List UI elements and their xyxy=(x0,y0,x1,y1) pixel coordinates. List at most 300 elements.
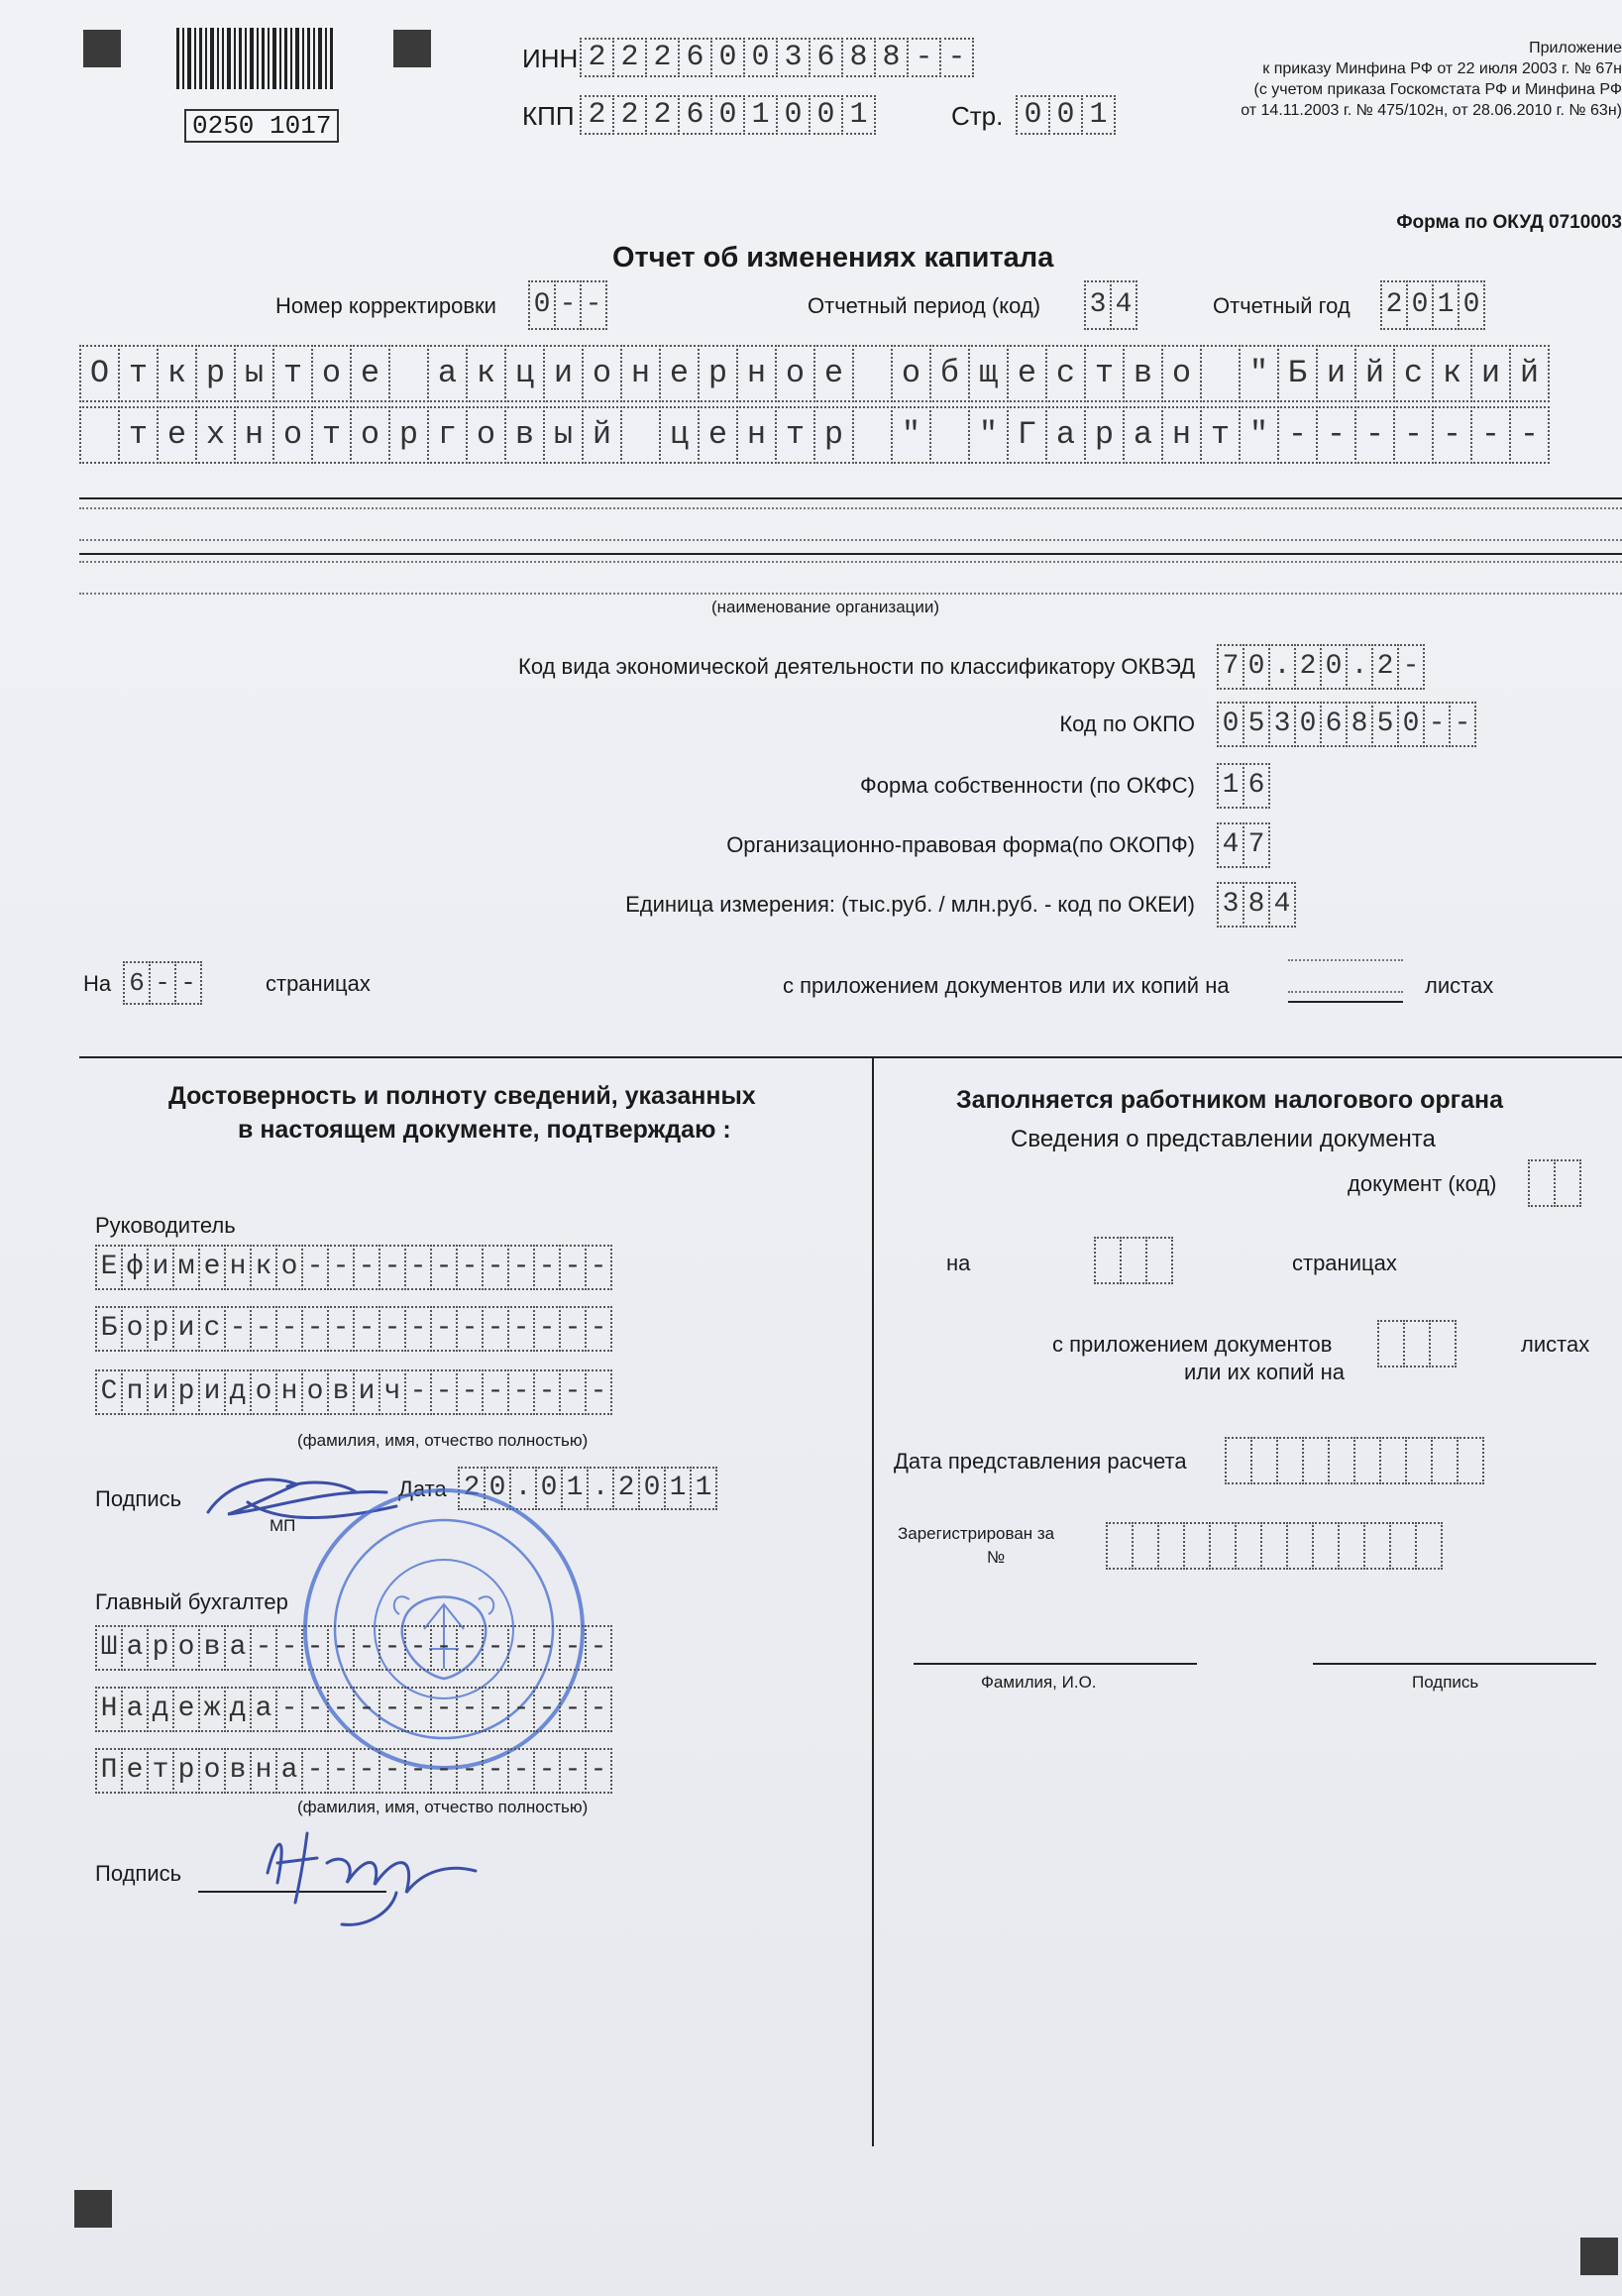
char-cell: е xyxy=(350,345,390,402)
char-cell: - xyxy=(580,280,607,330)
char-cell: е xyxy=(1007,345,1047,402)
char-cell: Ш xyxy=(95,1625,123,1671)
char-cell: - xyxy=(456,1369,484,1415)
char-cell: 2 xyxy=(1371,644,1399,690)
char-cell: 6 xyxy=(809,38,843,77)
char-cell: 0 xyxy=(528,280,556,330)
char-cell: - xyxy=(327,1625,355,1671)
tax-pages-cells xyxy=(1094,1237,1173,1284)
char-cell: т xyxy=(1200,406,1241,464)
char-cell: 0 xyxy=(638,1467,666,1510)
char-cell: 3 xyxy=(1217,882,1244,928)
inn-label: ИНН xyxy=(522,44,579,73)
char-cell xyxy=(1554,1159,1581,1207)
char-cell: - xyxy=(301,1625,329,1671)
pages-label: страницах xyxy=(266,971,371,996)
char-cell: . xyxy=(587,1467,614,1510)
char-cell: о xyxy=(311,345,352,402)
char-cell: - xyxy=(327,1748,355,1794)
char-cell xyxy=(1528,1159,1556,1207)
char-cell xyxy=(1157,1522,1185,1570)
char-cell: о xyxy=(582,345,622,402)
char-cell: - xyxy=(430,1625,458,1671)
accountant-signature xyxy=(248,1813,495,1932)
char-cell: 0 xyxy=(484,1467,511,1510)
char-cell xyxy=(1457,1437,1484,1484)
okved-label: Код вида экономической деятельности по классификатору ОКВЭД xyxy=(518,654,1195,679)
char-cell: - xyxy=(456,1306,484,1352)
char-cell: ч xyxy=(378,1369,406,1415)
registered-number-cells xyxy=(1106,1522,1443,1570)
char-cell: о xyxy=(466,406,506,464)
char-cell: - xyxy=(327,1245,355,1290)
char-cell: 1 xyxy=(1432,280,1460,330)
char-cell: - xyxy=(482,1687,509,1732)
char-cell: 2 xyxy=(612,1467,640,1510)
org-name-blank-row xyxy=(79,561,1622,595)
corner-marker-top-left xyxy=(83,30,121,67)
char-cell xyxy=(1312,1522,1340,1570)
char-cell: о xyxy=(301,1369,329,1415)
char-cell: р xyxy=(195,345,236,402)
char-cell: 0 xyxy=(535,1467,563,1510)
char-cell: о xyxy=(891,345,931,402)
tax-attach-line-2: или их копий на xyxy=(1184,1360,1346,1384)
char-cell: - xyxy=(404,1369,432,1415)
okopf-label: Организационно-правовая форма(по ОКОПФ) xyxy=(726,832,1195,857)
char-cell: и xyxy=(353,1369,380,1415)
char-cell: й xyxy=(1509,345,1550,402)
char-cell: и xyxy=(1316,345,1356,402)
char-cell: - xyxy=(585,1748,612,1794)
char-cell: р xyxy=(1084,406,1125,464)
char-cell: 1 xyxy=(1081,95,1116,135)
char-cell: е xyxy=(172,1687,200,1732)
char-cell xyxy=(1403,1320,1431,1367)
char-cell: - xyxy=(250,1625,277,1671)
char-cell: - xyxy=(456,1687,484,1732)
column-divider xyxy=(872,1056,874,2146)
char-cell xyxy=(1094,1237,1122,1284)
char-cell: н xyxy=(736,345,777,402)
period-label: Отчетный период (код) xyxy=(808,293,1041,318)
char-cell: - xyxy=(149,961,176,1005)
accountant-lastname-cells xyxy=(95,1625,612,1671)
tax-office-heading: Заполняется работником налогового органа xyxy=(956,1086,1504,1114)
char-cell xyxy=(1415,1522,1443,1570)
char-cell: 4 xyxy=(1110,280,1137,330)
char-cell: 0 xyxy=(1397,702,1425,747)
char-cell: - xyxy=(430,1369,458,1415)
sheets-label: листах xyxy=(1425,973,1494,998)
char-cell: - xyxy=(430,1687,458,1732)
stamp-place-label: МП xyxy=(270,1516,296,1535)
char-cell: 8 xyxy=(1346,702,1373,747)
okpo-label: Код по ОКПО xyxy=(1059,711,1195,736)
char-cell: 1 xyxy=(561,1467,589,1510)
date-label: Дата xyxy=(398,1476,447,1501)
char-cell: х xyxy=(195,406,236,464)
char-cell xyxy=(1145,1237,1173,1284)
char-cell: 7 xyxy=(1243,822,1270,868)
char-cell: 2 xyxy=(645,95,680,135)
okei-label: Единица измерения: (тыс.руб. / млн.руб. - код по ОКЕИ) xyxy=(625,892,1195,917)
char-cell: - xyxy=(327,1306,355,1352)
char-cell: - xyxy=(585,1625,612,1671)
submission-date-label: Дата представления расчета xyxy=(894,1449,1187,1474)
char-cell: - xyxy=(559,1625,587,1671)
char-cell: - xyxy=(585,1245,612,1290)
char-cell: - xyxy=(301,1306,329,1352)
char-cell: т xyxy=(1084,345,1125,402)
char-cell xyxy=(1132,1522,1159,1570)
char-cell: й xyxy=(1354,345,1395,402)
char-cell: 0 xyxy=(776,95,811,135)
char-cell: - xyxy=(301,1748,329,1794)
char-cell: П xyxy=(95,1748,123,1794)
registered-number-label: № xyxy=(987,1548,1006,1567)
char-cell: н xyxy=(1161,406,1202,464)
char-cell: Е xyxy=(95,1245,123,1290)
char-cell: к xyxy=(157,345,197,402)
char-cell: - xyxy=(482,1306,509,1352)
char-cell: 8 xyxy=(841,38,876,77)
appendix-line: Приложение xyxy=(1529,40,1622,56)
char-cell xyxy=(1363,1522,1391,1570)
char-cell: ж xyxy=(198,1687,226,1732)
char-cell: . xyxy=(1346,644,1373,690)
char-cell: - xyxy=(327,1687,355,1732)
org-name-rule xyxy=(79,553,1622,555)
submission-date-cells xyxy=(1225,1437,1484,1484)
char-cell: 2 xyxy=(1294,644,1322,690)
char-cell xyxy=(852,345,893,402)
char-cell: и xyxy=(543,345,584,402)
char-cell: 7 xyxy=(1217,644,1244,690)
char-cell: 0 xyxy=(1294,702,1322,747)
char-cell: - xyxy=(275,1306,303,1352)
char-cell: о xyxy=(250,1369,277,1415)
char-cell: 6 xyxy=(678,95,712,135)
char-cell: - xyxy=(1423,702,1451,747)
char-cell: 0 xyxy=(743,38,778,77)
char-cell: - xyxy=(353,1245,380,1290)
char-cell: в xyxy=(224,1748,252,1794)
okved-cells xyxy=(1217,644,1425,690)
char-cell: " xyxy=(968,406,1009,464)
char-cell: н xyxy=(224,1245,252,1290)
year-label: Отчетный год xyxy=(1213,293,1351,318)
head-sign-label: Подпись xyxy=(95,1486,182,1511)
char-cell: - xyxy=(1316,406,1356,464)
char-cell: н xyxy=(736,406,777,464)
corner-marker-bottom-left xyxy=(74,2190,112,2228)
char-cell: р xyxy=(698,345,738,402)
char-cell: 2 xyxy=(612,95,647,135)
char-cell: Б xyxy=(95,1306,123,1352)
char-cell: - xyxy=(353,1306,380,1352)
char-cell: . xyxy=(1268,644,1296,690)
char-cell: м xyxy=(172,1245,200,1290)
char-cell: к xyxy=(1432,345,1472,402)
char-cell: - xyxy=(353,1625,380,1671)
org-name-line-1 xyxy=(79,345,1550,402)
char-cell: с xyxy=(1045,345,1086,402)
char-cell: 8 xyxy=(1243,882,1270,928)
char-cell: а xyxy=(250,1687,277,1732)
char-cell: - xyxy=(585,1306,612,1352)
char-cell: в xyxy=(504,406,545,464)
char-cell: и xyxy=(172,1306,200,1352)
char-cell: - xyxy=(430,1748,458,1794)
page-label: Стр. xyxy=(951,101,1004,131)
kpp-label: КПП xyxy=(522,101,575,131)
char-cell: н xyxy=(234,406,274,464)
char-cell xyxy=(1405,1437,1433,1484)
corner-marker-bottom-right xyxy=(1580,2238,1618,2275)
char-cell: - xyxy=(907,38,941,77)
char-cell xyxy=(1286,1522,1314,1570)
char-cell: 3 xyxy=(1084,280,1112,330)
char-cell: - xyxy=(353,1687,380,1732)
char-cell: - xyxy=(301,1245,329,1290)
char-cell: 0 xyxy=(1243,644,1270,690)
char-cell: д xyxy=(147,1687,174,1732)
char-cell: - xyxy=(250,1306,277,1352)
char-cell: Н xyxy=(95,1687,123,1732)
char-cell: - xyxy=(507,1369,535,1415)
char-cell: е xyxy=(813,345,854,402)
char-cell: т xyxy=(147,1748,174,1794)
char-cell: р xyxy=(813,406,854,464)
char-cell: " xyxy=(1239,406,1279,464)
doc-code-label: документ (код) xyxy=(1348,1171,1497,1196)
char-cell: п xyxy=(121,1369,149,1415)
char-cell: 1 xyxy=(690,1467,717,1510)
char-cell: О xyxy=(79,345,120,402)
accountant-fio-caption: (фамилия, имя, отчество полностью) xyxy=(297,1798,589,1816)
char-cell: е xyxy=(121,1748,149,1794)
char-cell: д xyxy=(224,1369,252,1415)
char-cell: к xyxy=(466,345,506,402)
appendix-note xyxy=(1107,38,1622,121)
char-cell xyxy=(1429,1320,1457,1367)
kpp-cells xyxy=(580,95,876,135)
char-cell: и xyxy=(147,1245,174,1290)
head-firstname-cells xyxy=(95,1306,612,1352)
char-cell xyxy=(1353,1437,1381,1484)
char-cell: 0 xyxy=(1016,95,1050,135)
char-cell: - xyxy=(533,1625,561,1671)
char-cell: - xyxy=(585,1687,612,1732)
char-cell: - xyxy=(456,1625,484,1671)
char-cell: - xyxy=(404,1748,432,1794)
char-cell xyxy=(79,406,120,464)
char-cell xyxy=(1209,1522,1237,1570)
char-cell: - xyxy=(1470,406,1511,464)
inspector-sign-rule xyxy=(1313,1663,1596,1665)
char-cell xyxy=(1377,1320,1405,1367)
head-fio-caption: (фамилия, имя, отчество полностью) xyxy=(297,1431,589,1450)
char-cell: - xyxy=(1277,406,1318,464)
char-cell: - xyxy=(559,1245,587,1290)
okopf-cells xyxy=(1217,822,1270,868)
char-cell xyxy=(1379,1437,1407,1484)
char-cell: а xyxy=(1123,406,1163,464)
char-cell: 3 xyxy=(1268,702,1296,747)
registered-label: Зарегистрирован за xyxy=(898,1524,1055,1543)
char-cell: е xyxy=(198,1245,226,1290)
char-cell xyxy=(1120,1237,1147,1284)
char-cell xyxy=(620,406,661,464)
char-cell: - xyxy=(533,1687,561,1732)
char-cell: 5 xyxy=(1243,702,1270,747)
char-cell: - xyxy=(378,1245,406,1290)
char-cell: - xyxy=(1393,406,1434,464)
char-cell: 0 xyxy=(1217,702,1244,747)
char-cell xyxy=(1338,1522,1365,1570)
char-cell: щ xyxy=(968,345,1009,402)
char-cell: о xyxy=(350,406,390,464)
char-cell: ф xyxy=(121,1245,149,1290)
appendix-line: от 14.11.2003 г. № 475/102н, от 28.06.2010 г. № 63н) xyxy=(1241,102,1622,119)
char-cell: - xyxy=(507,1245,535,1290)
pages-on-label: На xyxy=(83,971,112,996)
char-cell: - xyxy=(554,280,582,330)
char-cell: - xyxy=(482,1245,509,1290)
char-cell: т xyxy=(118,345,159,402)
char-cell xyxy=(1389,1522,1417,1570)
char-cell: Б xyxy=(1277,345,1318,402)
char-cell xyxy=(388,345,429,402)
char-cell: а xyxy=(427,345,468,402)
char-cell: - xyxy=(482,1625,509,1671)
char-cell: 6 xyxy=(1320,702,1348,747)
char-cell: - xyxy=(559,1748,587,1794)
char-cell: в xyxy=(327,1369,355,1415)
char-cell: 5 xyxy=(1371,702,1399,747)
period-cells xyxy=(1084,280,1137,330)
char-cell: 8 xyxy=(874,38,909,77)
corner-marker-top-right xyxy=(393,30,431,67)
char-cell: - xyxy=(378,1306,406,1352)
char-cell: - xyxy=(378,1625,406,1671)
char-cell: 6 xyxy=(123,961,151,1005)
char-cell: ц xyxy=(504,345,545,402)
char-cell xyxy=(1260,1522,1288,1570)
accountant-sign-label: Подпись xyxy=(95,1861,182,1886)
char-cell: 1 xyxy=(841,95,876,135)
char-cell: - xyxy=(456,1748,484,1794)
char-cell xyxy=(1431,1437,1459,1484)
char-cell: - xyxy=(224,1306,252,1352)
char-cell: а xyxy=(121,1687,149,1732)
char-cell xyxy=(1200,345,1241,402)
org-name-line-2 xyxy=(79,406,1550,464)
char-cell: - xyxy=(507,1748,535,1794)
char-cell: 4 xyxy=(1217,822,1244,868)
accountant-firstname-cells xyxy=(95,1687,612,1732)
tax-office-subheading: Сведения о представлении документа xyxy=(1011,1126,1436,1152)
char-cell: " xyxy=(891,406,931,464)
char-cell: 2 xyxy=(1380,280,1408,330)
char-cell: - xyxy=(507,1687,535,1732)
char-cell: 0 xyxy=(1320,644,1348,690)
pages-cells xyxy=(123,961,202,1005)
inn-cells xyxy=(580,38,974,77)
char-cell: е xyxy=(659,345,700,402)
inspector-fio-rule xyxy=(914,1663,1197,1665)
char-cell xyxy=(1235,1522,1262,1570)
char-cell: а xyxy=(121,1625,149,1671)
accountant-patronymic-cells xyxy=(95,1748,612,1794)
char-cell: т xyxy=(775,406,815,464)
char-cell: . xyxy=(509,1467,537,1510)
char-cell: 0 xyxy=(1048,95,1083,135)
char-cell: 4 xyxy=(1268,882,1296,928)
barcode-number: 0250 1017 xyxy=(184,109,339,143)
char-cell: 2 xyxy=(612,38,647,77)
char-cell: - xyxy=(533,1369,561,1415)
page-title: Отчет об изменениях капитала xyxy=(612,242,1054,273)
char-cell: - xyxy=(1354,406,1395,464)
char-cell xyxy=(1328,1437,1355,1484)
tax-pages-on-label: на xyxy=(946,1251,971,1275)
char-cell: - xyxy=(430,1245,458,1290)
char-cell: - xyxy=(456,1245,484,1290)
char-cell: - xyxy=(378,1687,406,1732)
char-cell: р xyxy=(147,1625,174,1671)
char-cell: Г xyxy=(1007,406,1047,464)
char-cell: б xyxy=(929,345,970,402)
char-cell: в xyxy=(1123,345,1163,402)
char-cell: - xyxy=(353,1748,380,1794)
char-cell: - xyxy=(404,1245,432,1290)
char-cell: - xyxy=(533,1245,561,1290)
char-cell: т xyxy=(272,345,313,402)
char-cell: - xyxy=(1449,702,1476,747)
char-cell xyxy=(1183,1522,1211,1570)
char-cell: 2 xyxy=(580,95,614,135)
appendix-line: (с учетом приказа Госкомстата РФ и Минфина РФ xyxy=(1253,81,1622,98)
tax-sheets-label: листах xyxy=(1521,1332,1590,1357)
char-cell xyxy=(1302,1437,1330,1484)
tax-attach-line-1: с приложением документов xyxy=(1052,1332,1333,1357)
char-cell: - xyxy=(1509,406,1550,464)
org-name-rule xyxy=(79,497,1622,499)
char-cell: - xyxy=(559,1369,587,1415)
org-name-caption: (наименование организации) xyxy=(711,598,940,616)
char-cell: й xyxy=(582,406,622,464)
head-patronymic-cells xyxy=(95,1369,612,1415)
char-cell: - xyxy=(275,1625,303,1671)
correction-cells xyxy=(528,280,607,330)
char-cell: ы xyxy=(543,406,584,464)
char-cell: - xyxy=(482,1369,509,1415)
char-cell: - xyxy=(585,1369,612,1415)
char-cell: а xyxy=(275,1748,303,1794)
char-cell: с xyxy=(1393,345,1434,402)
char-cell: о xyxy=(1161,345,1202,402)
char-cell: 6 xyxy=(1243,763,1270,809)
char-cell: т xyxy=(118,406,159,464)
char-cell: - xyxy=(174,961,202,1005)
char-cell: о xyxy=(121,1306,149,1352)
char-cell: с xyxy=(198,1306,226,1352)
okfs-label: Форма собственности (по ОКФС) xyxy=(860,773,1195,798)
correction-label: Номер корректировки xyxy=(275,293,496,318)
attestation-heading-line-1: Достоверность и полноту сведений, указанных xyxy=(168,1082,756,1110)
